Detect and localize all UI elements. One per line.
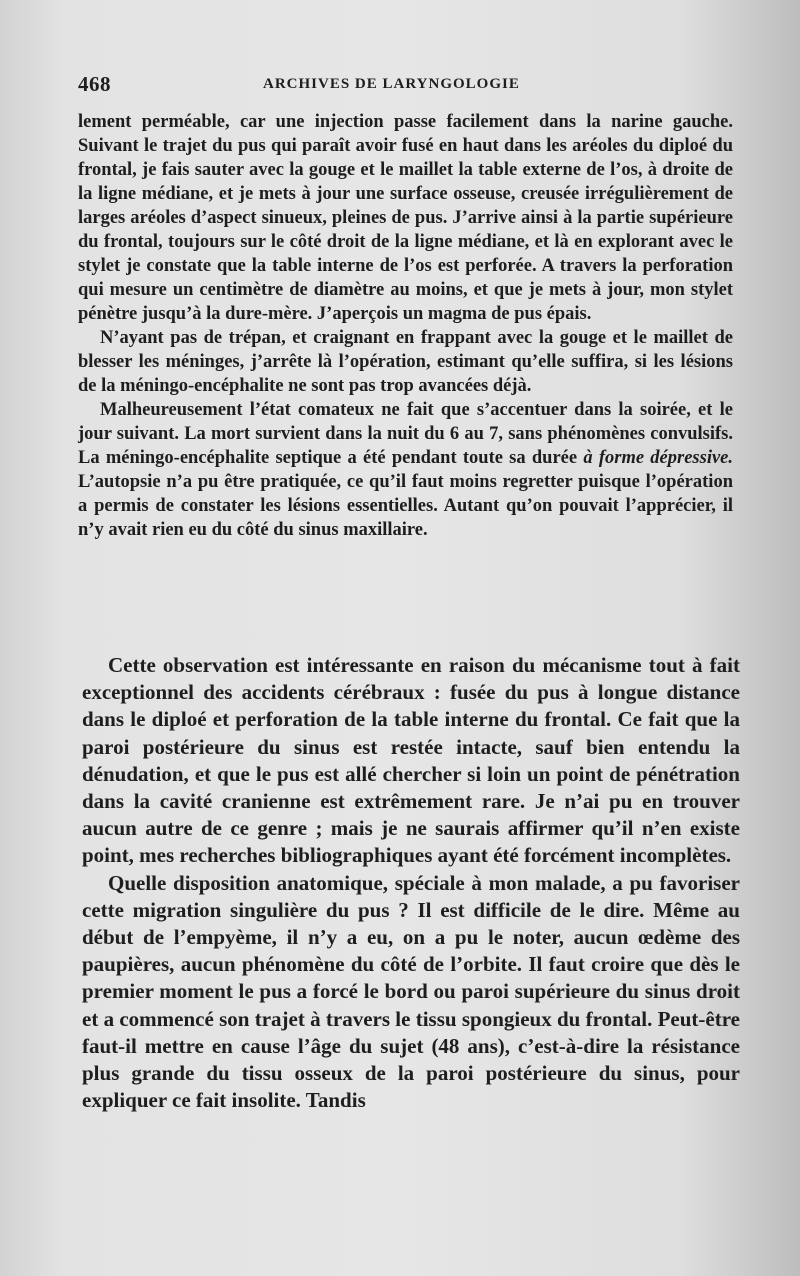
case-paragraph-3-start: Malheureusement l’état comateux ne fait que s’accentuer dans la soirée, et le jour suivant. La mort survient dans la nuit du 6 au 7, sans phénomènes convulsifs. La méningo-encéphalite septique a été pendant toute sa durée (78, 400, 733, 468)
commentary-text (82, 652, 740, 1114)
case-paragraph-2: N’ayant pas de trépan, et craignant en frappant avec la gouge et le maillet de blesser les méninges, j’arrête là l’opération, estimant qu’elle suffira, si les lésions de la méningo-encéphalite ne sont pas trop avancées déjà. (78, 328, 733, 396)
case-paragraph-3 (78, 398, 733, 542)
running-head: ARCHIVES DE LARYNGOLOGIE (263, 76, 520, 92)
page-number: 468 (78, 72, 111, 96)
case-report-text (78, 110, 733, 542)
commentary-paragraph-2: Quelle disposition anatomique, spéciale à mon malade, a pu favoriser cette migration singulière du pus ? Il est difficile de le dire. Même au début de l’empyème, il n’y a eu, on a pu le noter, aucun œdème des paupières, aucun phénomène du côté de l’orbite. Il faut croire que dès le premier moment le pus a forcé le bord ou paroi supérieure du sinus droit et a commencé son trajet à travers le tissu spongieux du frontal. Peut-être faut-il mettre en cause l’âge du sujet (48 ans), c’est-à-dire la résistance plus grande du tissu osseux de la paroi postérieure du sinus, pour expliquer ce fait insolite. Tandis (82, 870, 740, 1113)
page-header (78, 72, 728, 102)
case-paragraph-1: lement perméable, car une injection passe facilement dans la narine gauche. Suivant le trajet du pus qui paraît avoir fusé en haut dans les aréoles du diploé du frontal, je fais sauter avec la gouge et le maillet la table externe de l’os, à droite de la ligne médiane, et je mets à jour une surface osseuse, creusée irrégulièrement de larges aréoles d’aspect sinueux, pleines de pus. J’arrive ainsi à la partie supérieure du frontal, toujours sur le côté droit de la ligne médiane, et là en explorant avec le stylet je constate que la table interne de l’os est perforée. A travers la perforation qui mesure un centimètre de diamètre au moins, et que je mets à jour, mon stylet pénètre jusqu’à la dure-mère. J’aperçois un magma de pus épais. (78, 112, 733, 324)
case-paragraph-3-end: L’autopsie n’a pu être pratiquée, ce qu’il faut moins regretter puisque l’opération a permis de constater les lésions essentielles. Autant qu’on pouvait l’apprécier, il n’y avait rien eu du côté du sinus maxillaire. (78, 472, 733, 540)
case-paragraph-3-italic: à forme dépressive. (583, 448, 734, 468)
commentary-paragraph-1: Cette observation est intéressante en raison du mécanisme tout à fait exceptionnel des accidents cérébraux : fusée du pus à longue distance dans le diploé et perforation de la table interne du frontal. Ce fait que la paroi postérieure du sinus est restée intacte, sauf bien entendu la dénudation, et que le pus est allé chercher si loin un point de pénétration dans la cavité cranienne est extrêmement rare. Je n’ai pu en trouver aucun autre de ce genre ; mais je ne saurais affirmer qu’il n’en existe point, mes recherches bibliographiques ayant été forcément incomplètes. (82, 653, 740, 868)
